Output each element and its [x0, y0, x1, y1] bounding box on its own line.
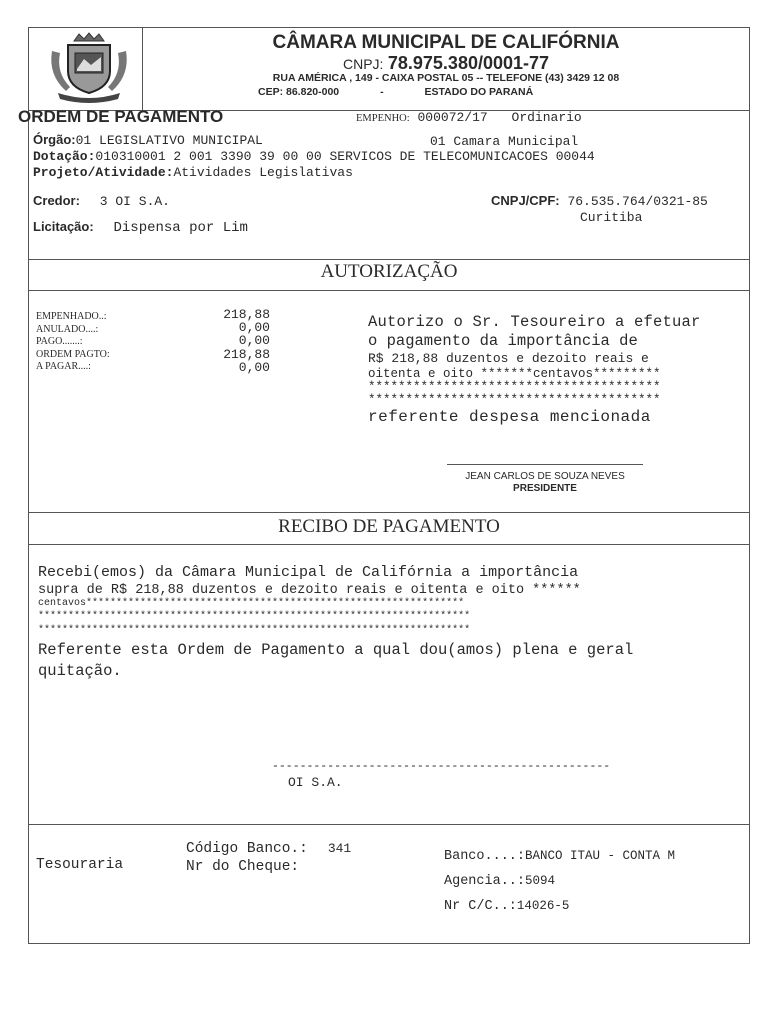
auth-row-anulado: ANULADO....: — [36, 323, 99, 335]
authorization-title: AUTORIZAÇÃO — [320, 261, 458, 282]
auth-row-ordem: ORDEM PAGTO: — [36, 348, 110, 360]
divider — [28, 544, 750, 545]
chamber-cep: CEP: 86.820-000 - ESTADO DO PARANÁ — [258, 86, 534, 98]
divider — [28, 290, 750, 291]
divider — [28, 259, 750, 260]
auth-row-empenhado: EMPENHADO..: — [36, 311, 107, 322]
codigo-banco: Código Banco.: 341 Nr do Cheque: — [186, 841, 352, 875]
authorization-text: Autorizo o Sr. Tesoureiro a efetuar o pagamento da importância de R$ 218,88 duzentos e dezoito reais e oitenta e oito *******centavos********* *************************************** *************************************** referente despesa mencionada — [368, 313, 701, 426]
creditor-signature-line: ------------------------------------------------- — [272, 760, 611, 773]
orgao-row: Órgão:01 LEGISLATIVO MUNICIPAL — [33, 132, 263, 148]
order-title: ORDEM DE PAGAMENTO — [18, 107, 224, 126]
credor-city: Curitiba — [580, 210, 643, 225]
signer-role: PRESIDENTE — [513, 483, 577, 494]
divider — [28, 512, 750, 513]
creditor-signature-name: OI S.A. — [288, 775, 343, 790]
chamber-title: CÂMARA MUNICIPAL DE CALIFÓRNIA — [272, 32, 620, 53]
empenho: EMPENHO: 000072/17 Ordinario — [356, 110, 582, 125]
orgao-unit: 01 Camara Municipal — [430, 134, 579, 149]
bank-info: Banco....:BANCO ITAU - CONTA M Agencia..:5094 Nr C/C..:14026-5 — [444, 849, 676, 914]
divider — [28, 824, 750, 825]
projeto-row: Projeto/Atividade:Atividades Legislativas — [33, 165, 353, 180]
receipt-text: Recebi(emos) da Câmara Municipal de Califórnia a importância supra de R$ 218,88 duzentos e dezoito reais e oitenta e oito ****** centavos*************************************************************** ************************************************************************ ************************************************************************ Referente esta Ordem de Pagamento a qual dou(amos) plena e geral quitação. — [38, 564, 634, 680]
auth-row-apagar: A PAGAR....: — [36, 361, 91, 372]
treasury-label: Tesouraria — [36, 857, 124, 873]
credor-row: Credor: 3 OI S.A. — [33, 193, 170, 209]
authorization-amounts: 218,88 0,00 0,00 218,88 0,00 — [223, 307, 270, 375]
authorization-values — [36, 311, 110, 374]
cnpj-cpf-row: CNPJ/CPF: 76.535.764/0321-85 — [491, 193, 708, 209]
auth-row-pago: PAGO.......: — [36, 336, 83, 347]
president-signature-line — [447, 464, 643, 465]
chamber-address: RUA AMÉRICA , 149 - CAIXA POSTAL 05 -- TELEFONE (43) 3429 12 08 — [272, 72, 620, 84]
chamber-cnpj: CNPJ: 78.975.380/0001-77 — [342, 53, 550, 73]
receipt-title: RECIBO DE PAGAMENTO — [278, 516, 500, 537]
dotacao-row: Dotação:010310001 2 001 3390 39 00 00 SERVICOS DE TELECOMUNICACOES 00044 — [33, 149, 595, 164]
signer-name: JEAN CARLOS DE SOUZA NEVES — [465, 471, 625, 482]
coat-of-arms-logo — [44, 31, 134, 103]
licitacao-row: Licitação: Dispensa por Lim — [33, 219, 248, 236]
